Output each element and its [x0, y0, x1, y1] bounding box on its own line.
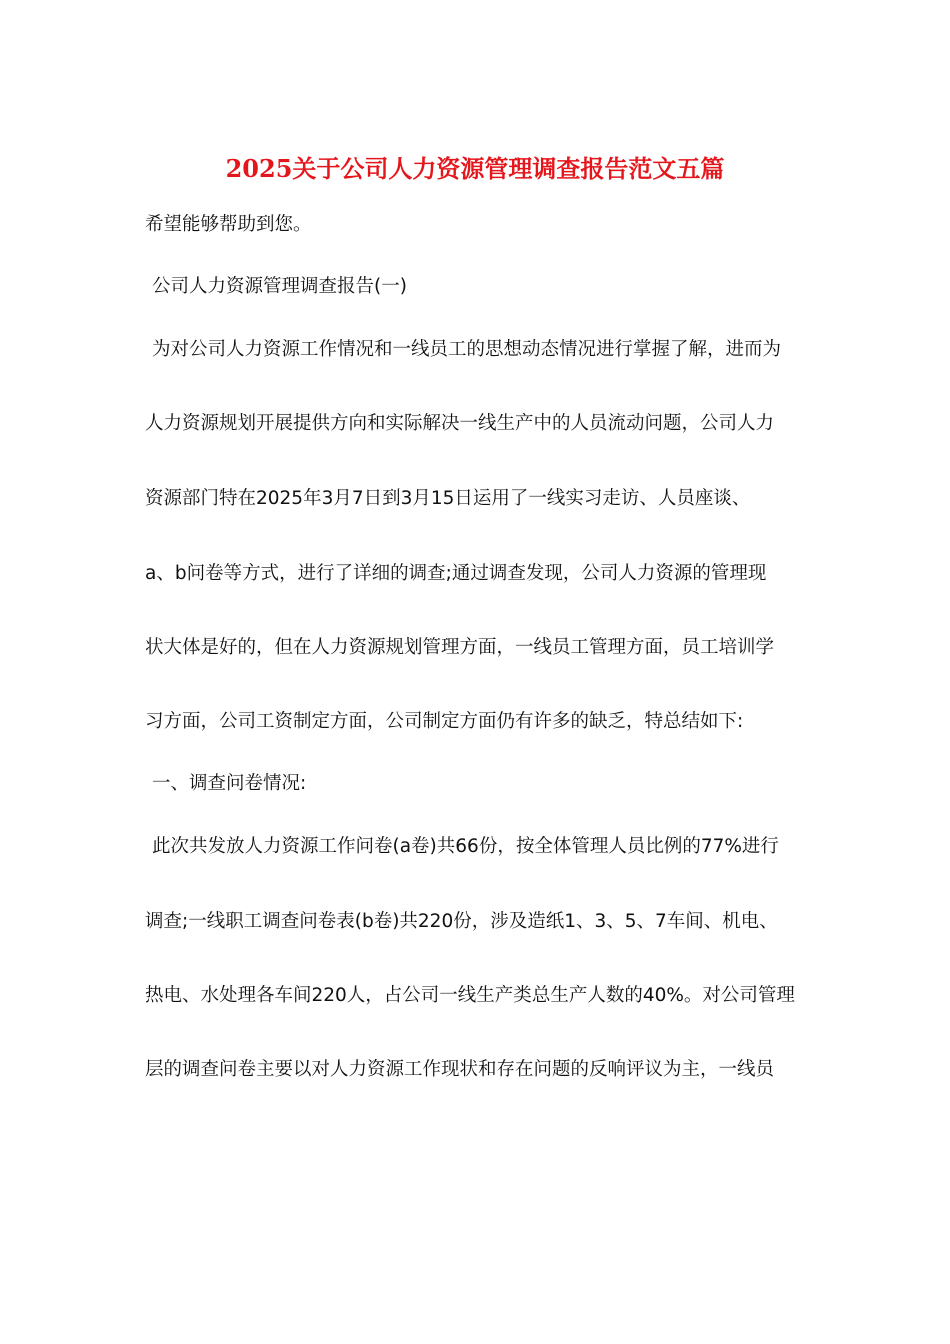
section-heading: 一、调查问卷情况:: [152, 773, 307, 794]
paragraph-line: 状大体是好的，但在人力资源规划管理方面，一线员工管理方面，员工培训学: [145, 637, 775, 658]
paragraph-line: 资源部门特在2025年3月7日到3月15日运用了一线实习走访、人员座谈、: [145, 488, 751, 509]
section-heading: 公司人力资源管理调查报告(一): [152, 276, 407, 297]
document-title: 2025关于公司人力资源管理调查报告范文五篇: [225, 154, 725, 183]
paragraph-line: 习方面，公司工资制定方面，公司制定方面仍有许多的缺乏，特总结如下:: [145, 711, 744, 732]
paragraph-line: 为对公司人力资源工作情况和一线员工的思想动态情况进行掌握了解，进而为: [152, 339, 782, 360]
paragraph-line: a、b问卷等方式，进行了详细的调查;通过调查发现，公司人力资源的管理现: [145, 563, 767, 584]
paragraph-line: 希望能够帮助到您。: [145, 214, 312, 235]
paragraph-line: 人力资源规划开展提供方向和实际解决一线生产中的人员流动问题，公司人力: [145, 413, 775, 434]
paragraph-line: 层的调查问卷主要以对人力资源工作现状和存在问题的反响评议为主，一线员: [145, 1059, 775, 1080]
paragraph-line: 此次共发放人力资源工作问卷(a卷)共66份，按全体管理人员比例的77%进行: [152, 836, 779, 857]
paragraph-line: 热电、水处理各车间220人，占公司一线生产类总生产人数的40%。对公司管理: [145, 985, 795, 1006]
paragraph-line: 调查;一线职工调查问卷表(b卷)共220份，涉及造纸1、3、5、7车间、机电、: [145, 911, 778, 932]
